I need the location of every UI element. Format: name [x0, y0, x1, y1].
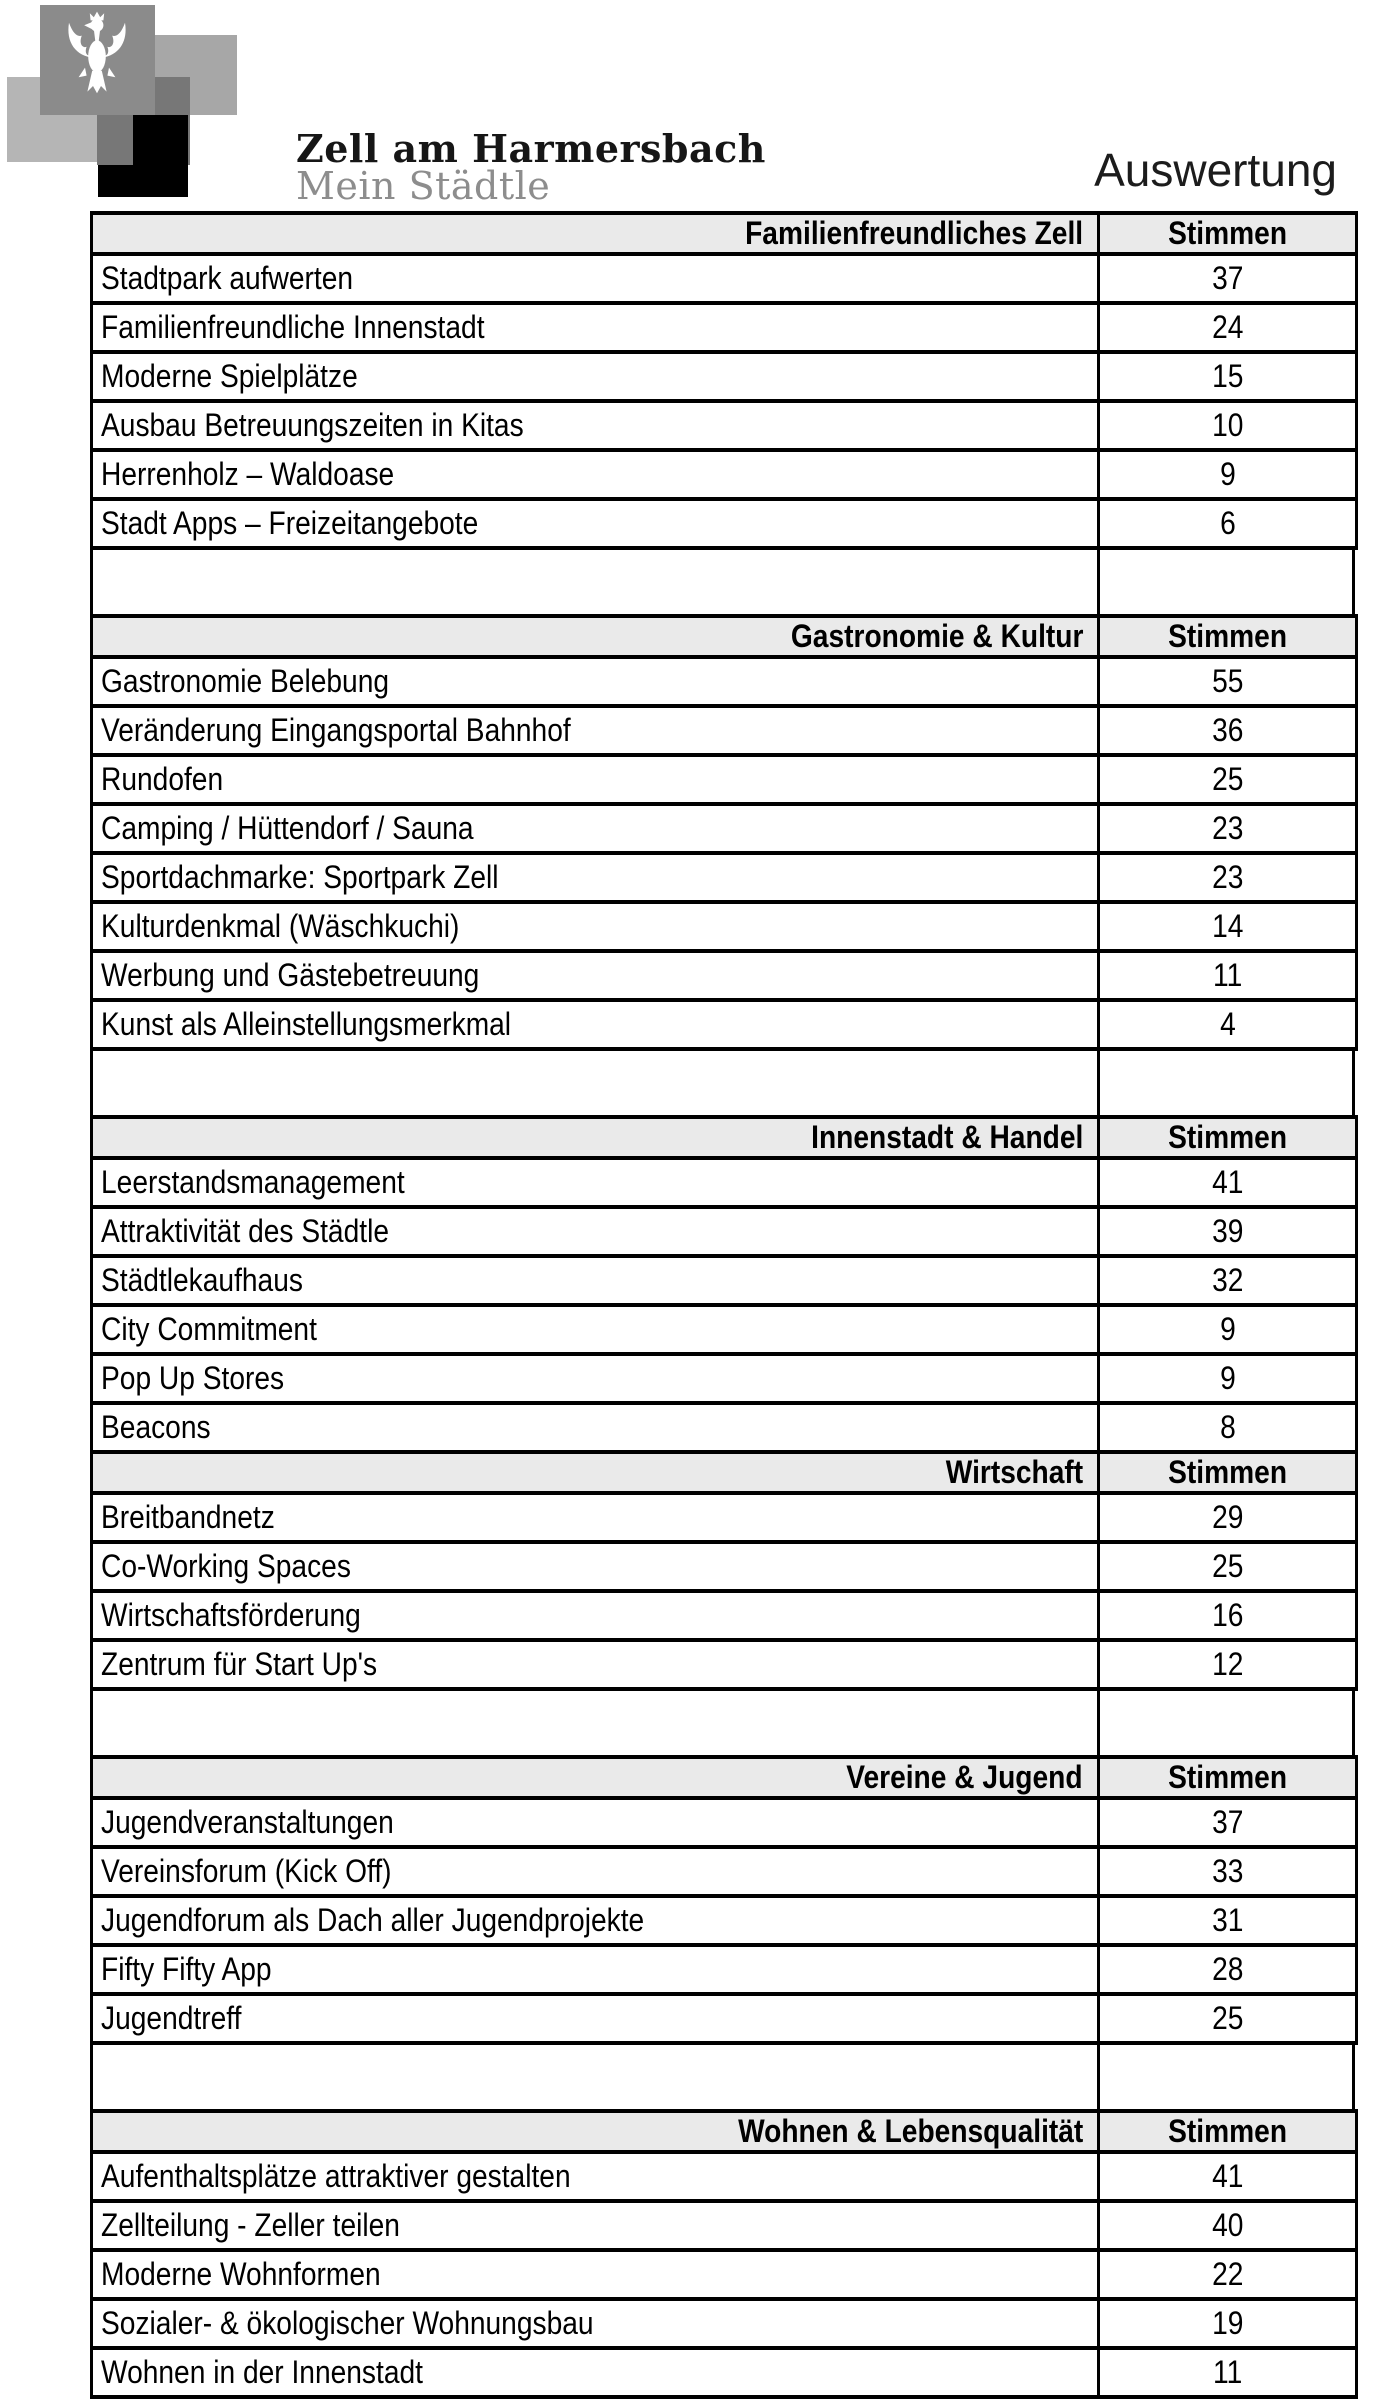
item-label: Zentrum für Start Up's — [101, 1646, 378, 1682]
item-label: Kulturdenkmal (Wäschkuchi) — [101, 908, 460, 944]
table-row — [92, 1640, 1357, 1689]
table-row — [92, 755, 1357, 804]
votes-value-cell — [1099, 2250, 1357, 2299]
item-label-cell — [92, 755, 1099, 804]
item-label: Rundofen — [101, 761, 224, 797]
votes-value: 40 — [1211, 2207, 1244, 2243]
votes-value-cell — [1099, 1493, 1357, 1542]
item-label: Moderne Spielplätze — [101, 358, 358, 394]
item-label: Pop Up Stores — [101, 1360, 285, 1396]
item-label-cell — [92, 657, 1099, 706]
item-label: Fifty Fifty App — [101, 1951, 272, 1987]
table-row — [92, 303, 1357, 352]
vote-table — [90, 1454, 1358, 1691]
item-label: Jugendveranstaltungen — [101, 1804, 394, 1840]
votes-value: 33 — [1211, 1853, 1244, 1889]
item-label-cell — [92, 1896, 1099, 1945]
table-row — [92, 1493, 1357, 1542]
votes-value: 14 — [1211, 908, 1244, 944]
table-row — [92, 254, 1357, 303]
item-label: Gastronomie Belebung — [101, 663, 390, 699]
votes-value: 11 — [1212, 2354, 1243, 2390]
item-label-cell — [92, 2152, 1099, 2201]
category-header-label: Wohnen & Lebensqualität — [737, 2113, 1083, 2149]
item-label: Sportdachmarke: Sportpark Zell — [101, 859, 499, 895]
votes-column-header — [1099, 616, 1357, 657]
item-label: Sozialer- & ökologischer Wohnungsbau — [101, 2305, 594, 2341]
votes-column-header-label: Stimmen — [1168, 1119, 1287, 1155]
table-row — [92, 2152, 1357, 2201]
vote-table — [90, 2109, 1358, 2399]
item-label: Breitbandnetz — [101, 1499, 275, 1535]
item-label-cell — [92, 2299, 1099, 2348]
table-row — [92, 401, 1357, 450]
item-label-cell — [92, 902, 1099, 951]
votes-value: 37 — [1211, 1804, 1244, 1840]
table-row — [92, 450, 1357, 499]
item-label-cell — [92, 951, 1099, 1000]
table-row — [92, 706, 1357, 755]
votes-column-header — [1099, 2111, 1357, 2152]
category-header-label: Innenstadt & Handel — [810, 1119, 1083, 1155]
item-label-cell — [92, 804, 1099, 853]
masthead — [0, 0, 1378, 211]
item-label: Herrenholz – Waldoase — [101, 456, 395, 492]
votes-column-header-label: Stimmen — [1168, 1759, 1287, 1795]
table-row — [92, 1158, 1357, 1207]
votes-value-cell — [1099, 1591, 1357, 1640]
table-row — [92, 1798, 1357, 1847]
votes-value-cell — [1099, 352, 1357, 401]
votes-value-cell — [1099, 657, 1357, 706]
category-header-label: Wirtschaft — [945, 1454, 1083, 1490]
item-label: Beacons — [101, 1409, 211, 1445]
column-divider — [1097, 550, 1100, 614]
table-row — [92, 853, 1357, 902]
votes-value-cell — [1099, 706, 1357, 755]
item-label: Jugendtreff — [101, 2000, 242, 2036]
votes-value-cell — [1099, 1256, 1357, 1305]
table-row — [92, 1994, 1357, 2043]
item-label-cell — [92, 1305, 1099, 1354]
votes-value-cell — [1099, 1158, 1357, 1207]
votes-column-header-label: Stimmen — [1168, 2113, 1287, 2149]
table-row — [92, 1403, 1357, 1452]
votes-value: 22 — [1211, 2256, 1244, 2292]
votes-value-cell — [1099, 2348, 1357, 2397]
item-label: Städtlekaufhaus — [101, 1262, 303, 1298]
votes-value: 55 — [1211, 663, 1244, 699]
table-row — [92, 1847, 1357, 1896]
table-header-row — [92, 616, 1357, 657]
item-label: Zellteilung - Zeller teilen — [101, 2207, 400, 2243]
votes-value-cell — [1099, 1542, 1357, 1591]
votes-value-cell — [1099, 2152, 1357, 2201]
votes-column-header-label: Stimmen — [1168, 1454, 1287, 1490]
votes-value-cell — [1099, 254, 1357, 303]
category-header — [92, 2111, 1099, 2152]
item-label-cell — [92, 1591, 1099, 1640]
item-label-cell — [92, 706, 1099, 755]
votes-value-cell — [1099, 804, 1357, 853]
item-label: Ausbau Betreuungszeiten in Kitas — [101, 407, 524, 443]
item-label: Leerstandsmanagement — [101, 1164, 405, 1200]
table-row — [92, 2201, 1357, 2250]
table-row — [92, 2348, 1357, 2397]
table-row — [92, 2299, 1357, 2348]
category-header — [92, 616, 1099, 657]
category-header — [92, 1117, 1099, 1158]
votes-value: 23 — [1211, 859, 1244, 895]
table-row — [92, 1896, 1357, 1945]
table-row — [92, 499, 1357, 548]
votes-value: 39 — [1211, 1213, 1244, 1249]
table-header-row — [92, 1454, 1357, 1493]
votes-value-cell — [1099, 853, 1357, 902]
votes-column-header — [1099, 213, 1357, 254]
votes-value: 11 — [1212, 957, 1243, 993]
table-header-row — [92, 2111, 1357, 2152]
votes-value: 23 — [1211, 810, 1244, 846]
votes-value: 6 — [1219, 505, 1236, 541]
votes-value: 29 — [1211, 1499, 1244, 1535]
votes-value-cell — [1099, 1945, 1357, 1994]
item-label: Werbung und Gästebetreuung — [101, 957, 480, 993]
item-label-cell — [92, 1207, 1099, 1256]
table-row — [92, 1256, 1357, 1305]
item-label-cell — [92, 303, 1099, 352]
item-label-cell — [92, 401, 1099, 450]
item-label-cell — [92, 450, 1099, 499]
item-label: Wirtschaftsförderung — [101, 1597, 361, 1633]
table-header-row — [92, 1117, 1357, 1158]
votes-value: 32 — [1211, 1262, 1244, 1298]
votes-value: 24 — [1211, 309, 1244, 345]
category-header — [92, 1454, 1099, 1493]
page-title: Auswertung — [1094, 144, 1337, 196]
vote-tables — [90, 211, 1355, 2399]
item-label: Moderne Wohnformen — [101, 2256, 381, 2292]
votes-value: 37 — [1211, 260, 1244, 296]
votes-value-cell — [1099, 1207, 1357, 1256]
votes-value: 25 — [1211, 2000, 1244, 2036]
vote-table — [90, 1755, 1358, 2045]
column-divider — [1097, 2045, 1100, 2109]
vote-table — [90, 614, 1358, 1051]
town-logo — [0, 0, 330, 205]
category-header-label: Familienfreundliches Zell — [744, 215, 1083, 251]
vote-table — [90, 1115, 1358, 1454]
table-row — [92, 1591, 1357, 1640]
table-row — [92, 2250, 1357, 2299]
category-header — [92, 213, 1099, 254]
item-label-cell — [92, 1493, 1099, 1542]
item-label: Aufenthaltsplätze attraktiver gestalten — [101, 2158, 571, 2194]
table-row — [92, 951, 1357, 1000]
votes-value-cell — [1099, 401, 1357, 450]
votes-value-cell — [1099, 1305, 1357, 1354]
item-label: Kunst als Alleinstellungsmerkmal — [101, 1006, 512, 1042]
votes-value: 31 — [1211, 1902, 1244, 1938]
empty-spacer-row — [90, 1691, 1355, 1755]
table-header-row — [92, 213, 1357, 254]
item-label: Familienfreundliche Innenstadt — [101, 309, 485, 345]
votes-column-header — [1099, 1757, 1357, 1798]
item-label-cell — [92, 1542, 1099, 1591]
item-label-cell — [92, 1945, 1099, 1994]
item-label-cell — [92, 1354, 1099, 1403]
item-label-cell — [92, 499, 1099, 548]
table-row — [92, 804, 1357, 853]
category-header — [92, 1757, 1099, 1798]
empty-spacer-row — [90, 550, 1355, 614]
votes-value-cell — [1099, 1403, 1357, 1452]
votes-column-header-label: Stimmen — [1168, 618, 1287, 654]
votes-column-header — [1099, 1454, 1357, 1493]
votes-value-cell — [1099, 1000, 1357, 1049]
column-divider — [1097, 1051, 1100, 1115]
item-label-cell — [92, 1847, 1099, 1896]
column-divider — [1097, 1691, 1100, 1755]
votes-value: 36 — [1211, 712, 1244, 748]
item-label-cell — [92, 1640, 1099, 1689]
votes-value: 9 — [1219, 456, 1236, 492]
votes-value-cell — [1099, 951, 1357, 1000]
votes-value-cell — [1099, 450, 1357, 499]
item-label-cell — [92, 352, 1099, 401]
table-row — [92, 1207, 1357, 1256]
votes-value-cell — [1099, 1896, 1357, 1945]
votes-value: 16 — [1211, 1597, 1244, 1633]
item-label: Veränderung Eingangsportal Bahnhof — [101, 712, 571, 748]
item-label-cell — [92, 1403, 1099, 1452]
table-row — [92, 1305, 1357, 1354]
empty-spacer-row — [90, 1051, 1355, 1115]
item-label-cell — [92, 1158, 1099, 1207]
table-row — [92, 1542, 1357, 1591]
votes-value: 10 — [1211, 407, 1244, 443]
item-label: Stadtpark aufwerten — [101, 260, 354, 296]
votes-column-header-label: Stimmen — [1168, 215, 1287, 251]
empty-spacer-row — [90, 2045, 1355, 2109]
item-label: City Commitment — [101, 1311, 317, 1347]
votes-value: 9 — [1219, 1360, 1236, 1396]
brand-title: Zell am Harmersbach — [296, 126, 766, 171]
item-label-cell — [92, 2250, 1099, 2299]
votes-value-cell — [1099, 1847, 1357, 1896]
table-header-row — [92, 1757, 1357, 1798]
item-label-cell — [92, 2348, 1099, 2397]
votes-value: 8 — [1219, 1409, 1236, 1445]
votes-value-cell — [1099, 303, 1357, 352]
table-row — [92, 1000, 1357, 1049]
votes-value-cell — [1099, 755, 1357, 804]
item-label-cell — [92, 2201, 1099, 2250]
item-label-cell — [92, 1256, 1099, 1305]
votes-value: 15 — [1211, 358, 1244, 394]
category-header-label: Gastronomie & Kultur — [790, 618, 1083, 654]
votes-value-cell — [1099, 2299, 1357, 2348]
table-row — [92, 657, 1357, 706]
votes-value: 28 — [1211, 1951, 1244, 1987]
votes-value-cell — [1099, 499, 1357, 548]
votes-value-cell — [1099, 1994, 1357, 2043]
votes-value-cell — [1099, 902, 1357, 951]
item-label: Attraktivität des Städtle — [101, 1213, 389, 1249]
votes-value: 12 — [1211, 1646, 1244, 1682]
item-label: Vereinsforum (Kick Off) — [101, 1853, 392, 1889]
vote-table — [90, 211, 1358, 550]
item-label: Stadt Apps – Freizeitangebote — [101, 505, 479, 541]
category-header-label: Vereine & Jugend — [846, 1759, 1083, 1795]
brand-subtitle: Mein Städtle — [296, 164, 551, 208]
item-label-cell — [92, 1994, 1099, 2043]
votes-value: 25 — [1211, 761, 1244, 797]
table-row — [92, 352, 1357, 401]
item-label: Jugendforum als Dach aller Jugendprojekte — [101, 1902, 645, 1938]
votes-value-cell — [1099, 2201, 1357, 2250]
item-label: Co-Working Spaces — [101, 1548, 351, 1584]
votes-column-header — [1099, 1117, 1357, 1158]
votes-value: 41 — [1211, 1164, 1244, 1200]
votes-value: 4 — [1219, 1006, 1236, 1042]
votes-value-cell — [1099, 1640, 1357, 1689]
votes-value: 9 — [1219, 1311, 1236, 1347]
item-label-cell — [92, 1798, 1099, 1847]
item-label-cell — [92, 254, 1099, 303]
item-label-cell — [92, 1000, 1099, 1049]
table-row — [92, 1354, 1357, 1403]
item-label-cell — [92, 853, 1099, 902]
votes-value: 19 — [1211, 2305, 1244, 2341]
table-row — [92, 1945, 1357, 1994]
votes-value-cell — [1099, 1354, 1357, 1403]
votes-value-cell — [1099, 1798, 1357, 1847]
item-label: Wohnen in der Innenstadt — [101, 2354, 423, 2390]
votes-value: 25 — [1211, 1548, 1244, 1584]
votes-value: 41 — [1211, 2158, 1244, 2194]
item-label: Camping / Hüttendorf / Sauna — [101, 810, 474, 846]
table-row — [92, 902, 1357, 951]
